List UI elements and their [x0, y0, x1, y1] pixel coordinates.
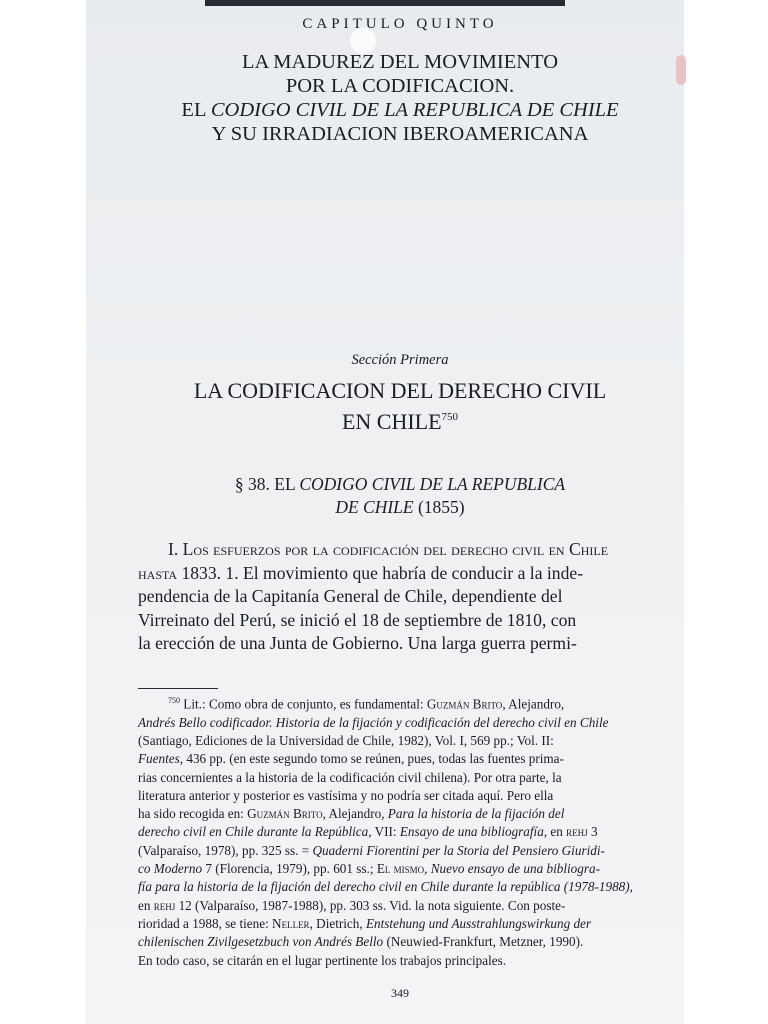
footnote-line-7-b: , Alejandro, — [322, 806, 388, 822]
footnote-line-13 — [138, 915, 683, 933]
footnote-number: 750 — [168, 696, 180, 705]
footnote-line-14-b: (Neuwied-Frankfurt, Metzner, 1990). — [383, 934, 584, 950]
chapter-title-line-3-italic: CODIGO CIVIL DE LA REPUBLICA DE CHILE — [210, 99, 619, 121]
footnote-line-12 — [138, 897, 683, 915]
footnote-divider — [138, 688, 218, 689]
body-line-1-smallcaps: Los esfuerzos por la codificación del derecho civil en Chile — [182, 539, 609, 559]
footnote-line-8-journal: rehj — [566, 824, 588, 840]
footnote-line-13-b: , Dietrich, — [309, 915, 366, 931]
section-title-line-1: LA CODIFICACION DEL DERECHO CIVIL — [193, 378, 607, 403]
section-label: Sección Primera — [351, 352, 449, 368]
footnote-line-3: (Santiago, Ediciones de la Universidad de Chile, 1982), Vol. I, 569 pp.; Vol. II: — [138, 732, 554, 748]
footnote-line-8-italic: derecho civil en Chile durante la República — [138, 824, 369, 840]
footnote-line-9-italic: Quaderni Fiorentini per la Storia del Pensiero Giuridi- — [312, 842, 605, 858]
footnote-line-8-italic-2: Ensayo de una bibliografía — [399, 824, 544, 840]
footnote-line-13-a: rioridad a 1988, se tiene: — [138, 915, 273, 931]
footnote-line-11 — [138, 878, 683, 896]
body-line-1 — [138, 538, 678, 562]
footnote-line-12-b: 12 (Valparaíso, 1987-1988), pp. 303 ss. Vid. la nota siguiente. Con poste- — [175, 897, 566, 913]
footnote-line-13-author: Neller — [272, 915, 310, 931]
footnote-line-7-author: Guzmán Brito — [247, 806, 323, 822]
section-title — [100, 378, 700, 435]
footnote-line-4-text: , 436 pp. (en este segundo tomo se reúnen, pues, todas las fuentes prima- — [179, 751, 564, 767]
footnote-line-9 — [138, 842, 683, 860]
footnote-line-13-italic: Entstehung und Ausstrahlungswirkung der — [365, 915, 592, 931]
paragraph-heading-italic-2: DE CHILE — [335, 497, 414, 517]
footnote-line-10-italic: co Moderno — [138, 861, 203, 877]
footnote-line-7-a: ha sido recogida en: — [138, 806, 248, 822]
footnote-author: Guzmán Brito — [426, 696, 503, 712]
chapter-heading: CAPITULO QUINTO — [302, 16, 498, 32]
footnote-line-6: literatura anterior y posterior es vastísima y no podría ser citada aquí. Pero ella — [138, 787, 554, 803]
footnote-line-10-b: 7 (Florencia, 1979), pp. 601 ss.; — [202, 861, 377, 877]
chapter-title-line-3 — [100, 98, 700, 122]
footnote-line-7-italic: Para la historia de la fijación del — [387, 806, 565, 822]
body-line-2 — [138, 562, 678, 586]
footnote-line-2: Andrés Bello codificador. Historia de la fijación y codificación del derecho civil en Chile — [138, 714, 609, 730]
footnote-line-15: En todo caso, se citarán en el lugar pertinente los trabajos principales. — [138, 952, 507, 968]
body-line-1-number: I. — [168, 539, 183, 559]
chapter-title-line-2: POR LA CODIFICACION. — [285, 75, 515, 97]
footnote-line-8-d: 3 — [587, 824, 598, 840]
chapter-title-line-3-prefix: EL — [181, 99, 211, 121]
footnote-line-11-b: , — [629, 879, 633, 895]
footnote — [138, 692, 683, 970]
footnote-line-10-same-author: El mismo — [376, 861, 425, 877]
paragraph-heading — [100, 473, 700, 519]
paragraph-heading-italic-1: CODIGO CIVIL DE LA REPUBLICA — [299, 474, 566, 494]
paragraph-heading-suffix: (1855) — [413, 497, 465, 517]
paragraph-heading-prefix: § 38. EL — [234, 474, 300, 494]
footnote-line-14 — [138, 933, 683, 951]
section-title-line-2-text: EN CHILE — [341, 409, 442, 434]
footnote-line-1 — [138, 692, 683, 714]
footnote-line-1-b: , Alejandro, — [502, 696, 565, 712]
footnote-line-11-italic: fía para la historia de la fijación del derecho civil en Chile durante la república (1978-1988) — [138, 879, 630, 895]
footnote-line-14-italic: chilenischen Zivilgesetzbuch von Andrés Bello — [138, 934, 384, 950]
chapter-title-line-1: LA MADUREZ DEL MOVIMIENTO — [241, 51, 559, 73]
paragraph-heading-line-2 — [100, 496, 700, 519]
paragraph-heading-line-1 — [100, 473, 700, 496]
footnote-line-8-b: , VII: — [368, 824, 400, 840]
footnote-line-8 — [138, 823, 683, 841]
footnote-line-4-italic: Fuentes — [138, 751, 180, 767]
footnote-line-10-italic-2: Nuevo ensayo de una bibliogra- — [430, 861, 600, 877]
footnote-line-7 — [138, 805, 683, 823]
footnote-line-10-c: , — [424, 861, 431, 877]
footnote-line-12-a: en — [138, 897, 154, 913]
footnote-line-8-c: , en — [543, 824, 567, 840]
chapter-title-line-4: Y SU IRRADIACION IBEROAMERICANA — [211, 123, 589, 145]
footnote-reference: 750 — [441, 411, 459, 423]
footnote-line-5: rias concernientes a la historia de la codificación civil chilena). Por otra parte, la — [138, 769, 562, 785]
footnote-line-10 — [138, 860, 683, 878]
footnote-line-1-a: Lit.: Como obra de conjunto, es fundamental: — [180, 696, 427, 712]
footnote-line-12-journal: rehj — [153, 897, 176, 913]
body-line-3: pendencia de la Capitanía General de Chile, dependiente del — [138, 586, 563, 606]
body-line-2-text: 1833. 1. El movimiento que habría de conducir a la inde- — [177, 562, 584, 583]
footnote-line-4 — [138, 750, 683, 768]
page-number: 349 — [391, 986, 409, 1000]
section-title-line-2 — [100, 404, 700, 435]
body-paragraph — [138, 538, 678, 656]
body-line-2-smallcaps: hasta — [138, 562, 178, 583]
scan-edge-strip — [205, 0, 565, 6]
body-line-5: la erección de una Junta de Gobierno. Una larga guerra permi- — [138, 633, 577, 653]
chapter-title — [100, 50, 700, 146]
footnote-line-9-a: (Valparaíso, 1978), pp. 325 ss. = — [138, 842, 313, 858]
body-line-4: Virreinato del Perú, se inició el 18 de septiembre de 1810, con — [138, 609, 577, 630]
